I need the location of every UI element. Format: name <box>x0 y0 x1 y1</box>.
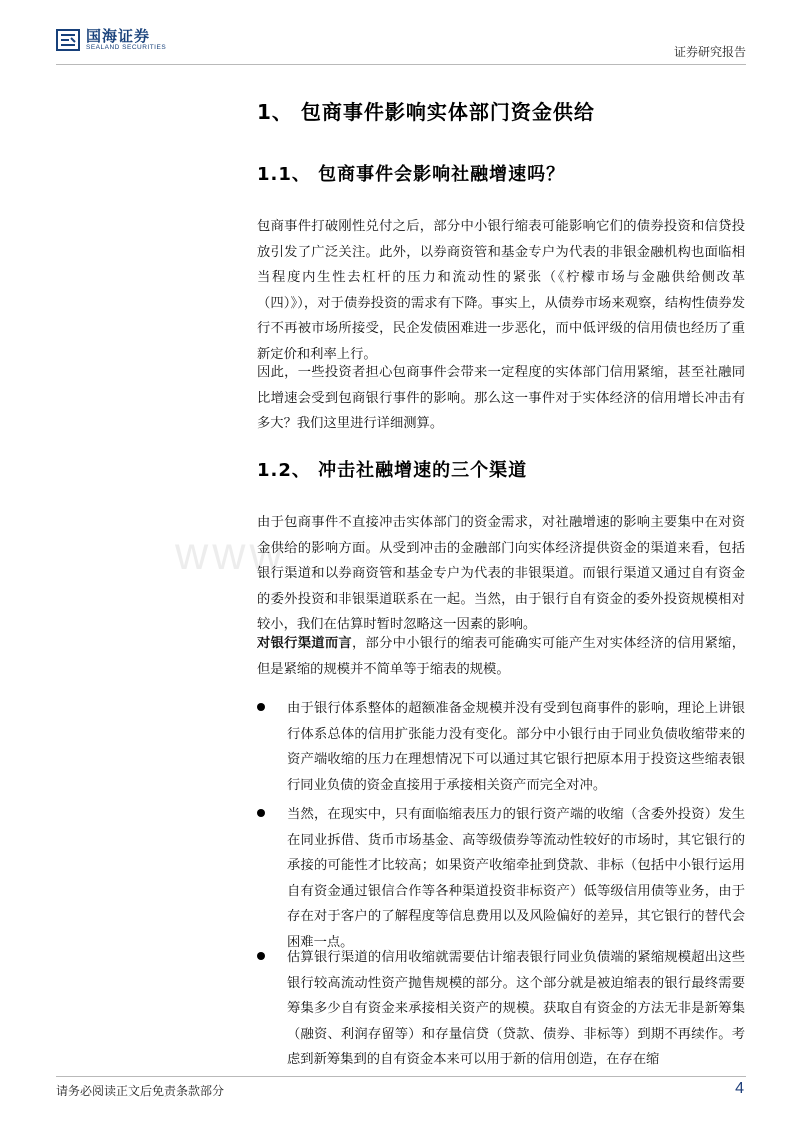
bullet-dot-icon <box>257 952 265 960</box>
bullet-text: 估算银行渠道的信用收缩就需要估计缩表银行同业负债端的紧缩规模超出这些银行较高流动性资产抛售规模的部分。这个部分就是被迫缩表的银行最终需要筹集多少自有资金来承接相关资产的规模。获取自有资金的方法无非是新筹集（融资、利润存留等）和存量信贷（贷款、债券、非标等）到期不再续作。考虑到新筹集到的自有资金本来可以用于新的信用创造，在存在缩 <box>287 950 745 1067</box>
paragraph-3: 由于包商事件不直接冲击实体部门的资金需求，对社融增速的影响主要集中在对资金供给的影响方面。从受到冲击的金融部门向实体经济提供资金的渠道来看，包括银行渠道和以券商资管和基金专户为代表的非银渠道。而银行渠道又通过自有资金的委外投资和非银渠道联系在一起。当然，由于银行自有资金的委外投资规模相对较小，我们在估算时暂时忽略这一因素的影响。 <box>257 515 745 632</box>
watermark: www <box>175 527 287 579</box>
bullet-item-3 <box>257 945 745 1073</box>
logo-chinese-name: 国海证券 <box>86 27 151 45</box>
section-heading-1-2: 1.2、 冲击社融增速的三个渠道 <box>257 460 528 481</box>
bullet-item-2 <box>257 802 745 955</box>
bullet-dot-icon <box>257 703 265 711</box>
paragraph-2: 因此，一些投资者担心包商事件会带来一定程度的实体部门信用紧缩，甚至社融同比增速会受到包商银行事件的影响。那么这一事件对于实体经济的信用增长冲击有多大？我们这里进行详细测算。 <box>257 365 745 431</box>
paragraph-4 <box>257 631 745 682</box>
paragraph-1: 包商事件打破刚性兑付之后，部分中小银行缩表可能影响它们的债券投资和信贷投放引发了广泛关注。此外，以券商资管和基金专户为代表的非银金融机构也面临相当程度内生性去杠杆的压力和流动性的紧张（《柠檬市场与金融供给侧改革（四）》），对于债券投资的需求有下降。事实上，从债券市场来观察，结构性债券发行不再被市场所接受，民企发债困难进一步恶化，而中低评级的信用债也经历了重新定价和利率上行。 <box>257 219 745 362</box>
section-heading-1: 1、 包商事件影响实体部门资金供给 <box>257 100 595 124</box>
header-divider <box>56 64 746 65</box>
section-heading-1-1: 1.1、 包商事件会影响社融增速吗？ <box>257 164 566 185</box>
bullet-text: 当然，在现实中，只有面临缩表压力的银行资产端的收缩（含委外投资）发生在同业拆借、货币市场基金、高等级债券等流动性较好的市场时，其它银行的承接的可能性才比较高；如果资产收缩牵扯到贷款、非标（包括中小银行运用自有资金通过银信合作等各种渠道投资非标资产）低等级信用债等业务，由于存在对于客户的了解程度等信息费用以及风险偏好的差异，其它银行的替代会困难一点。 <box>287 807 745 950</box>
logo-english-name: SEALAND SECURITIES <box>86 44 167 51</box>
bold-lead-text: 对银行渠道而言 <box>257 636 352 651</box>
bullet-text: 由于银行体系整体的超额准备金规模并没有受到包商事件的影响，理论上讲银行体系总体的信用扩张能力没有变化。部分中小银行由于同业负债收缩带来的资产端收缩的压力在理想情况下可以通过其它银行把原本用于投资这些缩表银行同业负债的资金直接用于承接相关资产而完全对冲。 <box>287 701 745 793</box>
page-number: 4 <box>735 1080 744 1097</box>
footer-divider <box>56 1076 746 1077</box>
company-logo <box>56 28 166 52</box>
page-header <box>56 28 746 64</box>
sealand-logo-icon <box>56 28 80 52</box>
paragraph-4-text: ，部分中小银行的缩表可能确实可能产生对实体经济的信用紧缩，但是紧缩的规模并不简单等于缩表的规模。 <box>257 636 746 677</box>
bullet-item-1 <box>257 696 745 798</box>
report-type-label: 证券研究报告 <box>673 45 746 59</box>
bullet-dot-icon <box>257 809 265 817</box>
disclaimer-note: 请务必阅读正文后免责条款部分 <box>56 1084 225 1098</box>
